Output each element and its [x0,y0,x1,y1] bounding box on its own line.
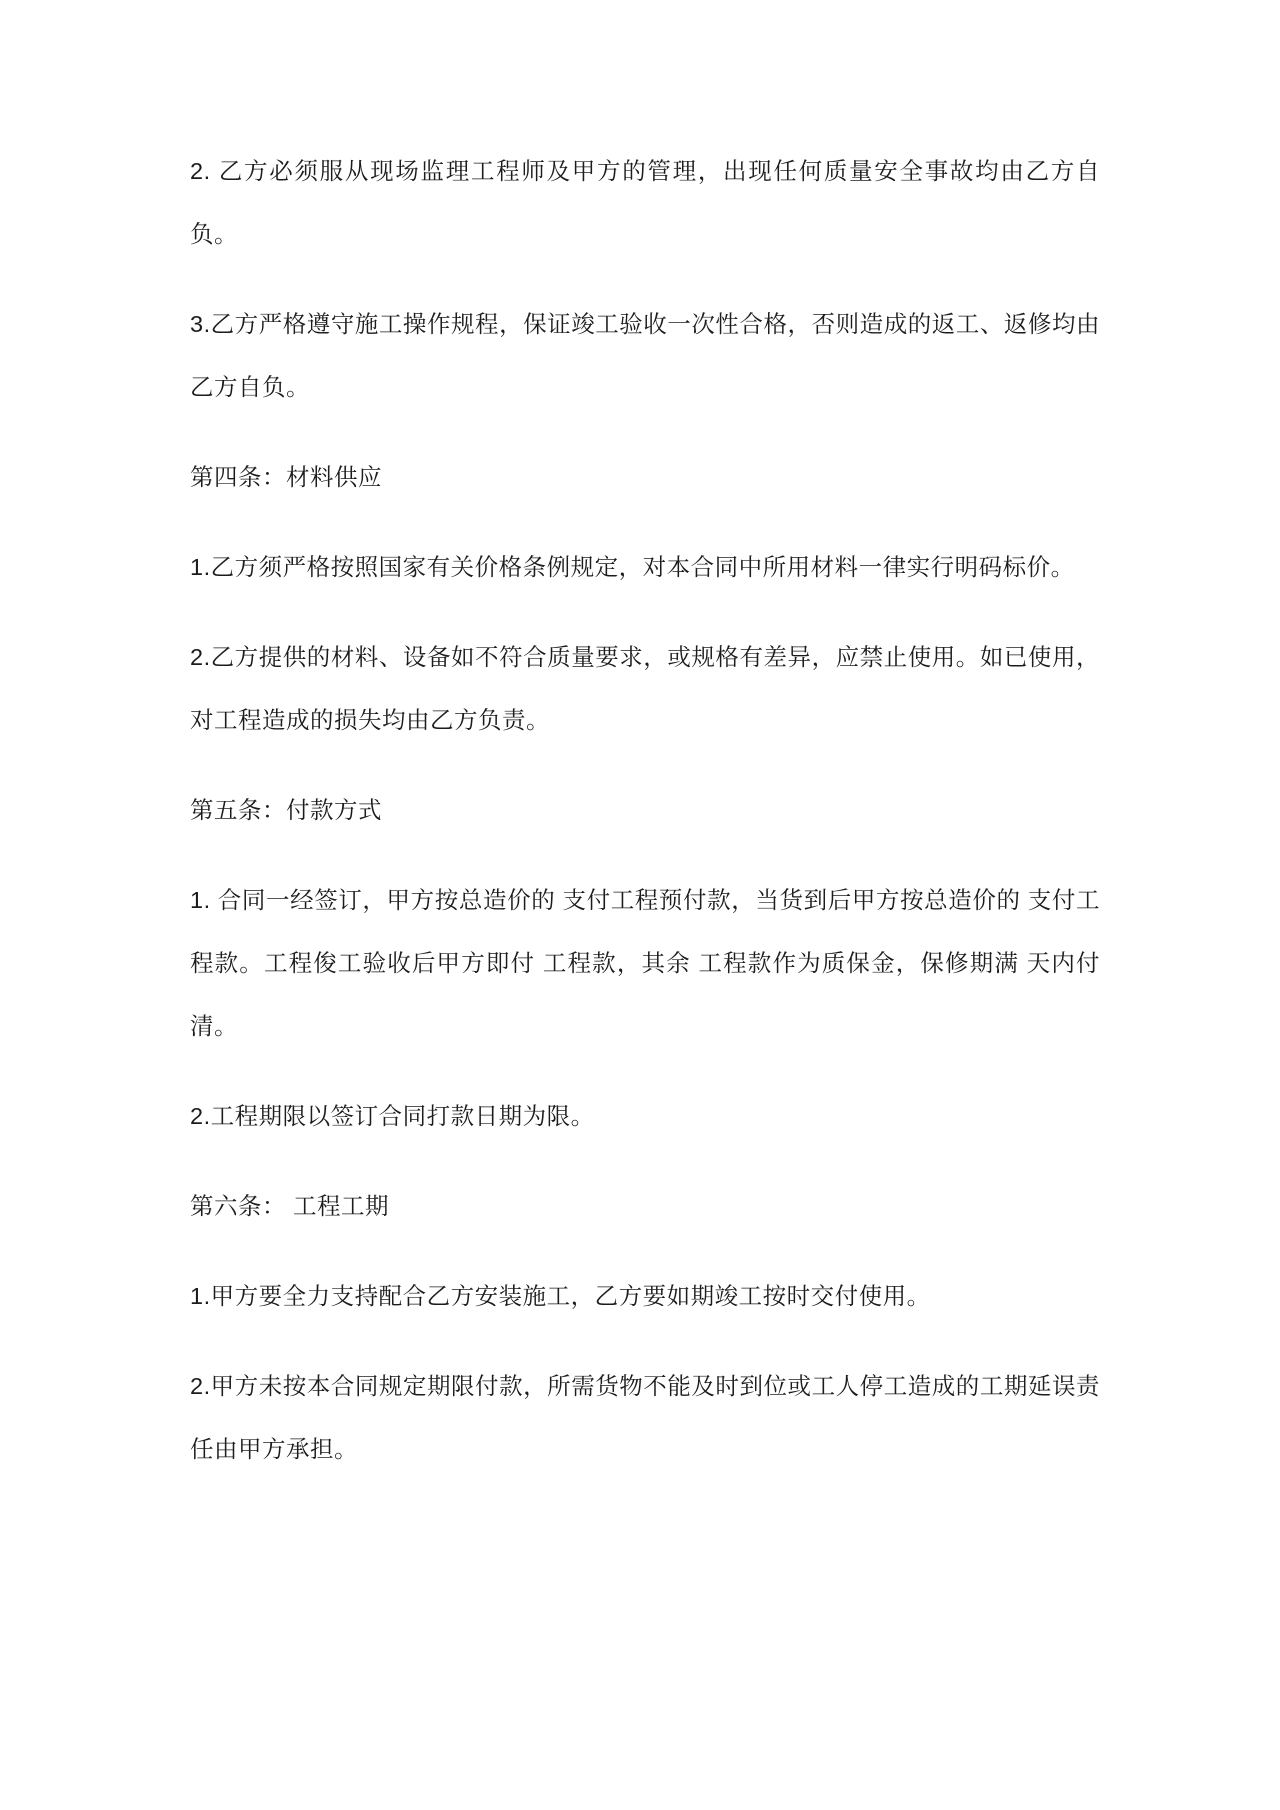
paragraph-clause6-item2: 2.甲方未按本合同规定期限付款，所需货物不能及时到位或工人停工造成的工期延误责任由甲方承担。 [190,1373,1100,1462]
document-body [190,140,1100,1481]
heading-clause4: 第四条：材料供应 [190,464,382,490]
paragraph-clause3-item2: 2. 乙方必须服从现场监理工程师及甲方的管理，出现任何质量安全事故均由乙方自负。 [190,158,1100,247]
paragraph-clause5-item2: 2.工程期限以签订合同打款日期为限。 [190,1103,595,1129]
paragraph-clause6-item1: 1.甲方要全力支持配合乙方安装施工，乙方要如期竣工按时交付使用。 [190,1283,931,1309]
paragraph-clause4-item2: 2.乙方提供的材料、设备如不符合质量要求，或规格有差异，应禁止使用。如已使用，对工程造成的损失均由乙方负责。 [190,644,1100,733]
paragraph-clause5-item1: 1. 合同一经签订，甲方按总造价的 支付工程预付款，当货到后甲方按总造价的 支付工程款。工程俊工验收后甲方即付 工程款，其余 工程款作为质保金，保修期满 天内付清。 [190,887,1100,1039]
paragraph-clause3-item3: 3.乙方严格遵守施工操作规程，保证竣工验收一次性合格，否则造成的返工、返修均由乙方自负。 [190,311,1100,400]
heading-clause6: 第六条： 工程工期 [190,1193,390,1219]
heading-clause5: 第五条：付款方式 [190,797,382,823]
paragraph-clause4-item1: 1.乙方须严格按照国家有关价格条例规定，对本合同中所用材料一律实行明码标价。 [190,554,1075,580]
